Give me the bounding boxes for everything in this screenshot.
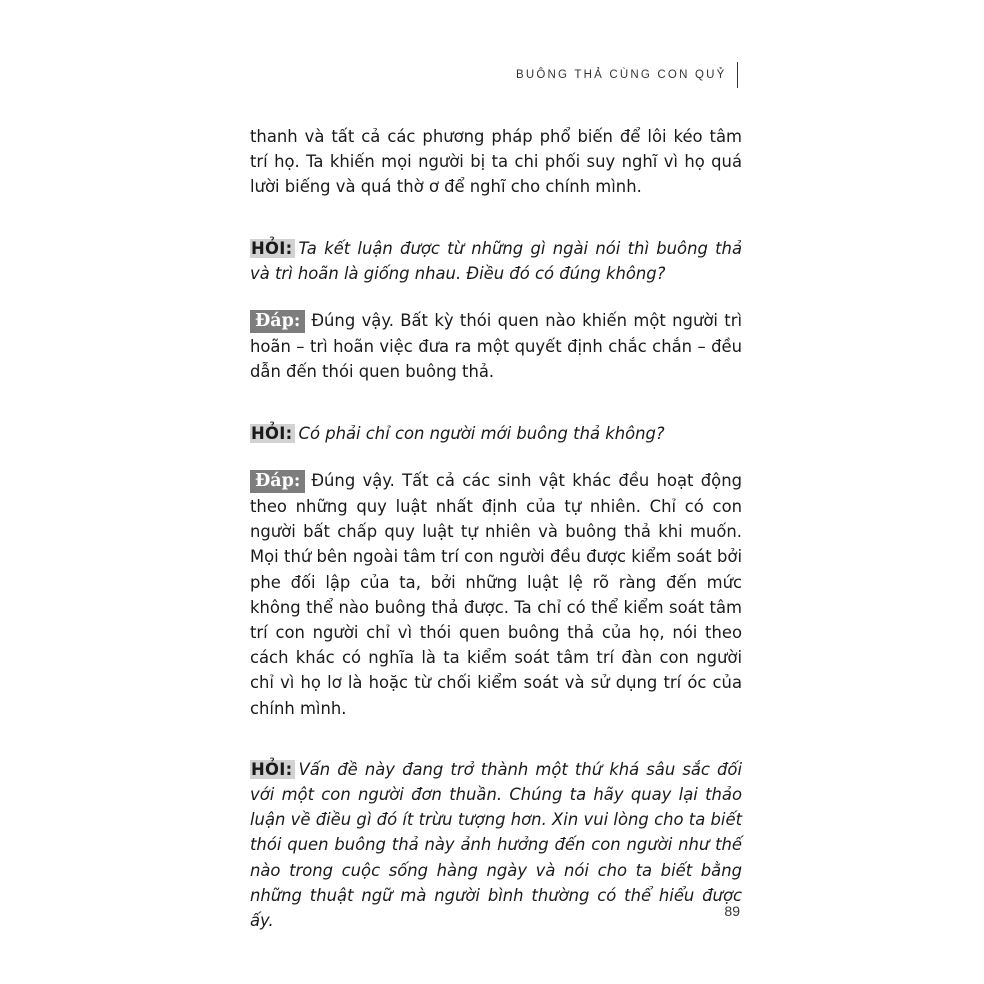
question-text: Vấn đề này đang trở thành một thứ khá sâu sắc đối với một con người đơn thuần. Chúng ta hãy quay lại thảo luận về điều gì đó ít trừu tượng hơn. Xin vui lòng cho ta biết thói quen buông thả này ảnh hưởng đến con người như thế nào trong cuộc sống hàng ngày và nói cho ta biết bằng những thuật ngữ mà người bình thường có thể hiểu được ấy. — [250, 759, 742, 931]
question-paragraph — [250, 421, 742, 446]
question-label: HỎI: — [251, 238, 293, 258]
running-header-title: BUÔNG THẢ CÙNG CON QUỶ — [516, 69, 727, 81]
spacer — [250, 446, 742, 468]
spacer — [250, 385, 742, 421]
page-body — [250, 124, 742, 933]
running-header — [516, 62, 738, 88]
question-text: Ta kết luận được từ những gì ngài nói thì buông thả và trì hoãn là giống nhau. Điều đó có đúng không? — [250, 238, 742, 283]
question-label: HỎI: — [251, 423, 293, 443]
spacer — [250, 286, 742, 308]
question-paragraph — [250, 757, 742, 933]
spacer — [250, 200, 742, 236]
page-number: 89 — [724, 903, 740, 919]
answer-paragraph — [250, 468, 742, 721]
answer-text: Đúng vậy. Bất kỳ thói quen nào khiến một người trì hoãn – trì hoãn việc đưa ra một quyết định chắc chắn – đều dẫn đến thói quen buông thả. — [250, 311, 742, 382]
answer-paragraph — [250, 308, 742, 385]
question-paragraph — [250, 236, 742, 286]
answer-label: Đáp: — [250, 310, 305, 333]
spacer — [250, 721, 742, 757]
answer-label: Đáp: — [250, 470, 305, 493]
paragraph-continued: thanh và tất cả các phương pháp phổ biến để lôi kéo tâm trí họ. Ta khiến mọi người bị ta chi phối suy nghĩ vì họ quá lười biếng và quá thờ ơ để nghĩ cho chính mình. — [250, 127, 742, 197]
header-divider — [737, 62, 739, 88]
question-label: HỎI: — [251, 759, 293, 779]
answer-text: Đúng vậy. Tất cả các sinh vật khác đều hoạt động theo những quy luật nhất định của tự nhiên. Chỉ có con người bất chấp quy luật tự nhiên và buông thả khi muốn. Mọi thứ bên ngoài tâm trí con người đều được kiểm soát bởi phe đối lập của ta, bởi những luật lệ rõ ràng đến mức không thể nào buông thả được. Ta chỉ có thể kiểm soát tâm trí con người chỉ vì thói quen buông thả của họ, nói theo cách khác có nghĩa là ta kiểm soát tâm trí đàn con người chỉ vì họ lơ là hoặc từ chối kiểm soát và sử dụng trí óc của chính mình. — [250, 470, 742, 718]
question-text: Có phải chỉ con người mới buông thả không? — [298, 423, 665, 443]
